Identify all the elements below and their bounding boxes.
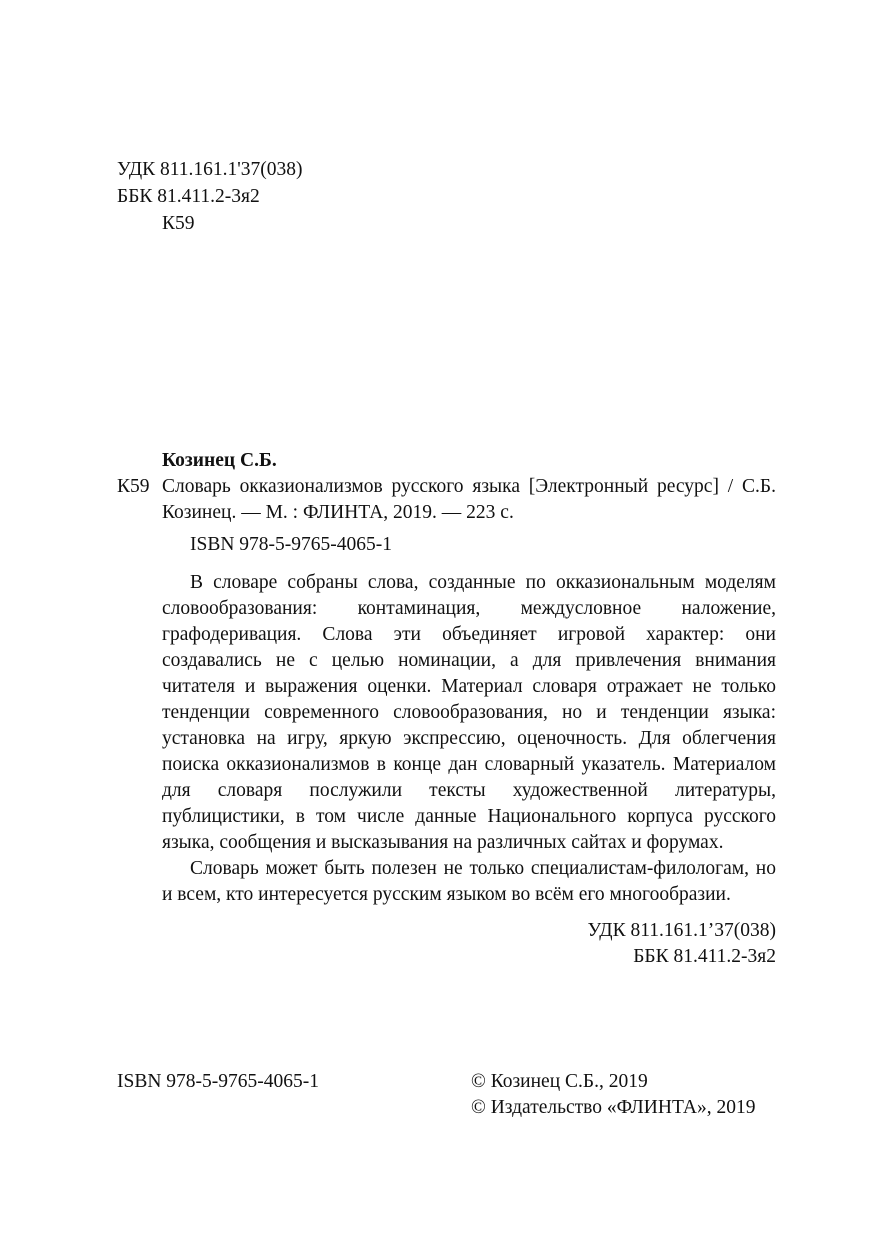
udk-code-right: УДК 811.161.1’37(038) (587, 920, 776, 941)
isbn-record: ISBN 978-5-9765-4065-1 (190, 534, 393, 555)
bibliographic-title: Словарь окказионализмов русского языка [Электронный ресурс] / С.Б. Козинец. — М. : ФЛИНТА, 2019. — 223 с. (162, 476, 776, 523)
author-mark-top: К59 (162, 213, 195, 234)
annotation (162, 570, 776, 908)
author-mark-side: К59 (117, 476, 150, 497)
copyright-block (471, 1069, 755, 1121)
bbk-code-right: ББК 81.411.2-3я2 (633, 946, 776, 967)
classification-codes (587, 918, 776, 970)
annotation-paragraph-1: В словаре собраны слова, созданные по окказиональным моделям словообразования: контаминация, междусловное наложение, графодеривация. Слова эти объединяет игровой характер: они создавались не с целью номинации, а для привлечения внимания читателя и выражения оценки. Материал словаря отражает не только тенденции современного словообразования, но и тенденции языка: установка на игру, яркую экспрессию, оценочность. Для облегчения поиска окказионализмов в конце дан словарный указатель. Материалом для словаря послужили тексты художественной литературы, публицистики, в том числе данные Национального корпуса русского языка, сообщения и высказывания на различных сайтах и форумах. (162, 572, 776, 853)
copyright-author: © Козинец С.Б., 2019 (471, 1071, 648, 1092)
isbn-footer: ISBN 978-5-9765-4065-1 (117, 1071, 320, 1092)
bbk-code-top: ББК 81.411.2-3я2 (117, 186, 260, 207)
copyright-publisher: © Издательство «ФЛИНТА», 2019 (471, 1097, 756, 1118)
annotation-paragraph-2: Словарь может быть полезен не только специалистам-филологам, но и всем, кто интересуется русским языком во всём его многообразии. (162, 858, 776, 905)
udk-code-top: УДК 811.161.1'37(038) (117, 159, 303, 180)
author-name: Козинец С.Б. (162, 450, 277, 471)
